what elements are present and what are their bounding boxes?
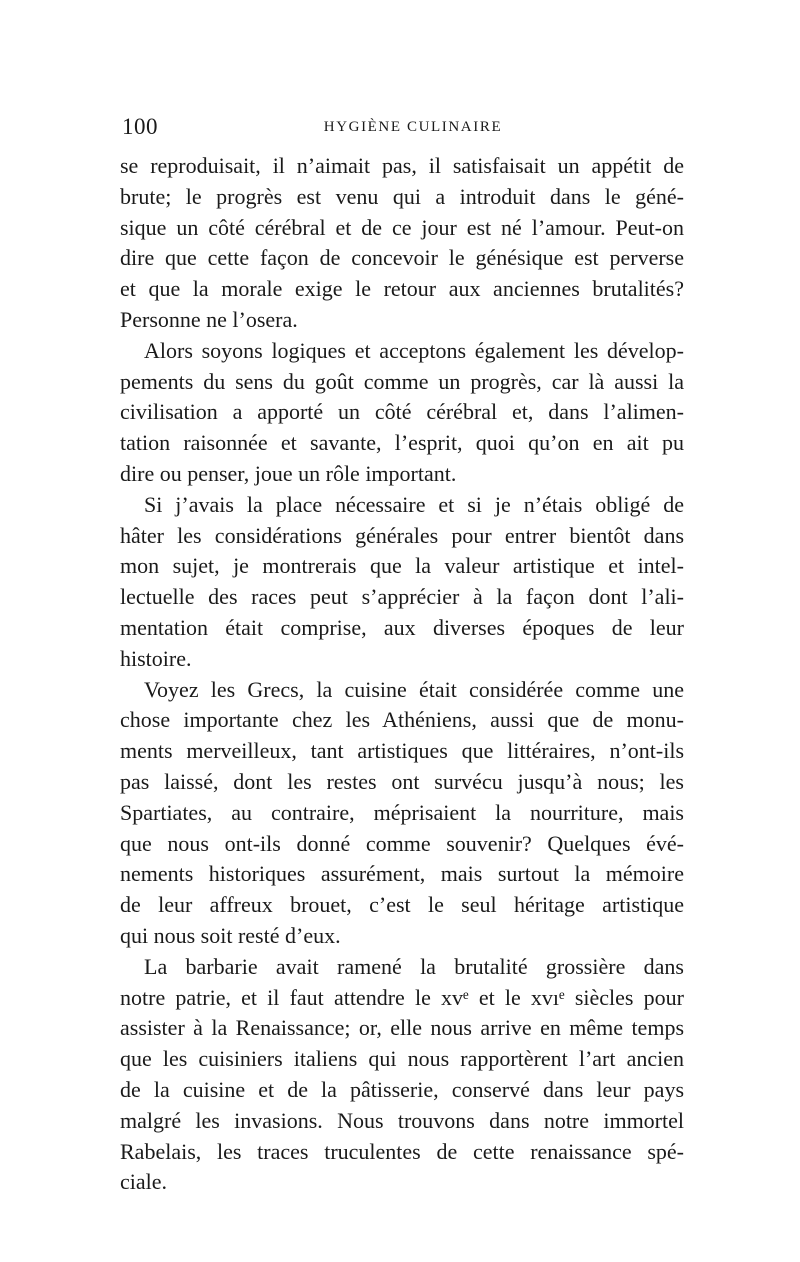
text-line: ments merveilleux, tant artistiques que littéraires, n’ont-ils [120, 738, 684, 764]
text-line: Voyez les Grecs, la cuisine était considérée comme une [144, 676, 684, 702]
text-line: de leur affreux brouet, c’est le seul héritage artistique [120, 892, 684, 918]
paragraph [120, 490, 684, 675]
text-line: Spartiates, au contraire, méprisaient la nourriture, mais [120, 799, 684, 825]
text-line: Si j’avais la place nécessaire et si je n’étais obligé de [144, 491, 684, 517]
text-line: Alors soyons logiques et acceptons également les dévelop- [144, 337, 684, 363]
text-line: histoire. [120, 645, 192, 671]
text-line: et que la morale exige le retour aux anciennes brutalités? [120, 276, 684, 302]
text-line: lectuelle des races peut s’apprécier à la façon dont l’ali- [120, 584, 684, 610]
running-title: HYGIÈNE CULINAIRE [323, 119, 503, 135]
text-line: que nous ont-ils donné comme souvenir? Quelques évé- [120, 830, 684, 856]
text-line: civilisation a apporté un côté cérébral et, dans l’alimen- [120, 399, 684, 425]
text-line: dire que cette façon de concevoir le génésique est perverse [120, 245, 684, 271]
paragraph [120, 675, 684, 952]
text-line: hâter les considérations générales pour entrer bientôt dans [120, 522, 684, 548]
text-line: mon sujet, je montrerais que la valeur artistique et intel- [120, 553, 684, 579]
text-line: ciale. [120, 1169, 168, 1195]
text-line: notre patrie, et il faut attendre le xvᵉ et le xvıᵉ siècles pour [120, 984, 684, 1010]
page-number: 100 [122, 114, 158, 139]
paragraph [120, 952, 684, 1198]
text-line: Personne ne l’osera. [120, 306, 298, 332]
text-line: brute; le progrès est venu qui a introduit dans le géné- [120, 183, 684, 209]
text-line: Rabelais, les traces truculentes de cette renaissance spé- [120, 1138, 684, 1164]
text-line: pas laissé, dont les restes ont survécu jusqu’à nous; les [120, 768, 684, 794]
text-line: nements historiques assurément, mais surtout la mémoire [120, 861, 684, 887]
text-line: assister à la Renaissance; or, elle nous arrive en même temps [120, 1015, 684, 1041]
text-line: dire ou penser, joue un rôle important. [120, 460, 457, 486]
text-line: qui nous soit resté d’eux. [120, 922, 341, 948]
text-line: de la cuisine et de la pâtisserie, conservé dans leur pays [120, 1076, 684, 1102]
text-line: sique un côté cérébral et de ce jour est né l’amour. Peut-on [120, 214, 684, 240]
text-line: malgré les invasions. Nous trouvons dans notre immortel [120, 1107, 684, 1133]
body-text [120, 151, 684, 1198]
paragraph [120, 336, 684, 490]
text-line: La barbarie avait ramené la brutalité grossière dans [144, 953, 684, 979]
text-line: chose importante chez les Athéniens, aussi que de monu- [120, 707, 684, 733]
text-line: que les cuisiniers italiens qui nous rapportèrent l’art ancien [120, 1046, 684, 1072]
text-line: pements du sens du goût comme un progrès, car là aussi la [120, 368, 684, 394]
running-header [118, 114, 688, 144]
paragraph [120, 151, 684, 336]
text-line: se reproduisait, il n’aimait pas, il satisfaisait un appétit de [120, 153, 684, 178]
text-line: mentation était comprise, aux diverses époques de leur [120, 614, 684, 640]
text-line: tation raisonnée et savante, l’esprit, quoi qu’on en ait pu [120, 430, 684, 456]
